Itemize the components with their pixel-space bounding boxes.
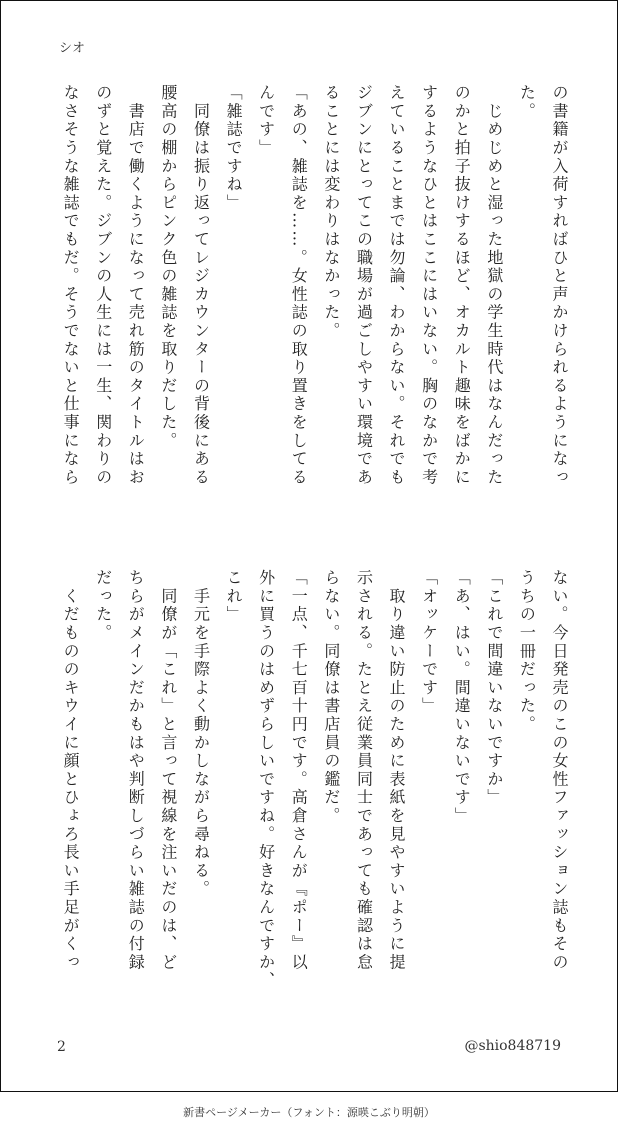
text-line: えていることまでは勿論、わからない。それでも [387, 84, 407, 487]
text-line: 「これで間違いないですか」 [484, 569, 504, 807]
text-line: これ」 [224, 569, 244, 624]
text-line: ちらがメインだかもはや判断しづらい雑誌の付録 [126, 569, 146, 972]
text-line: だった。 [93, 569, 113, 643]
text-line: 示される。たとえ従業員同士であっても確認は怠 [354, 569, 374, 972]
text-line: 外に買うのはめずらしいですね。好きなんですか、 [256, 569, 276, 990]
text-line: 「雑誌ですね」 [224, 84, 244, 213]
text-line: 同僚は振り返ってレジカウンターの背後にある [191, 84, 211, 487]
text-line: ジブンにとってこの職場が過ごしやすい環境であ [354, 84, 374, 487]
text-line: ない。今日発売のこの女性ファッション誌もその [550, 569, 569, 972]
text-line: らない。同僚は書店員の鑑だ。 [321, 569, 341, 826]
text-block-bottom [54, 569, 576, 1009]
author-handle: @shio848719 [464, 1038, 561, 1054]
text-line: のずと覚えた。ジブンの人生には一生、関わりの [93, 84, 113, 487]
author-name: シオ [59, 41, 86, 56]
page-number: 2 [57, 1039, 66, 1055]
text-line: 「オッケーです」 [419, 569, 439, 716]
footer-credit: 新書ページメーカー（フォント：源暎こぶり明朝） [183, 1106, 435, 1119]
text-block-top [54, 84, 576, 524]
text-line: 「あ、はい。間違いないです」 [452, 569, 472, 826]
text-line: 「あの、雑誌を……。女性誌の取り置きをしてる [289, 84, 309, 487]
text-line: 同僚が「これ」と言って視線を注いだのは、ど [158, 569, 178, 972]
text-line: 腰高の棚からピンク色の雑誌を取りだした。 [158, 84, 178, 450]
text-line: んです」 [256, 84, 276, 158]
text-line: うちの一冊だった。 [517, 569, 537, 734]
text-line: ることには変わりはなかった。 [321, 84, 341, 341]
text-line: 手元を手際よく動かしながら尋ねる。 [191, 569, 211, 899]
text-line: くだもののキウイに顔とひょろ長い手足がくっ [61, 569, 81, 972]
text-line: なさそうな雑誌でもだ。そうでないと仕事になら [61, 84, 81, 487]
text-line: の書籍が入荷すればひと声かけられるようになっ [550, 84, 569, 487]
text-line: た。 [517, 84, 537, 121]
text-line: のかと拍子抜けするほど、オカルト趣味をばかに [452, 84, 472, 487]
text-line: するようなひとはここにはいない。胸のなかで考 [419, 84, 439, 487]
text-line: 「一点、千七百十円です。高倉さんが『ポー』以 [289, 569, 309, 972]
text-line: じめじめと湿った地獄の学生時代はなんだった [484, 84, 504, 487]
text-line: 取り違い防止のために表紙を見やすいように提 [387, 569, 407, 972]
text-line: 書店で働くようになって売れ筋のタイトルはお [126, 84, 146, 487]
